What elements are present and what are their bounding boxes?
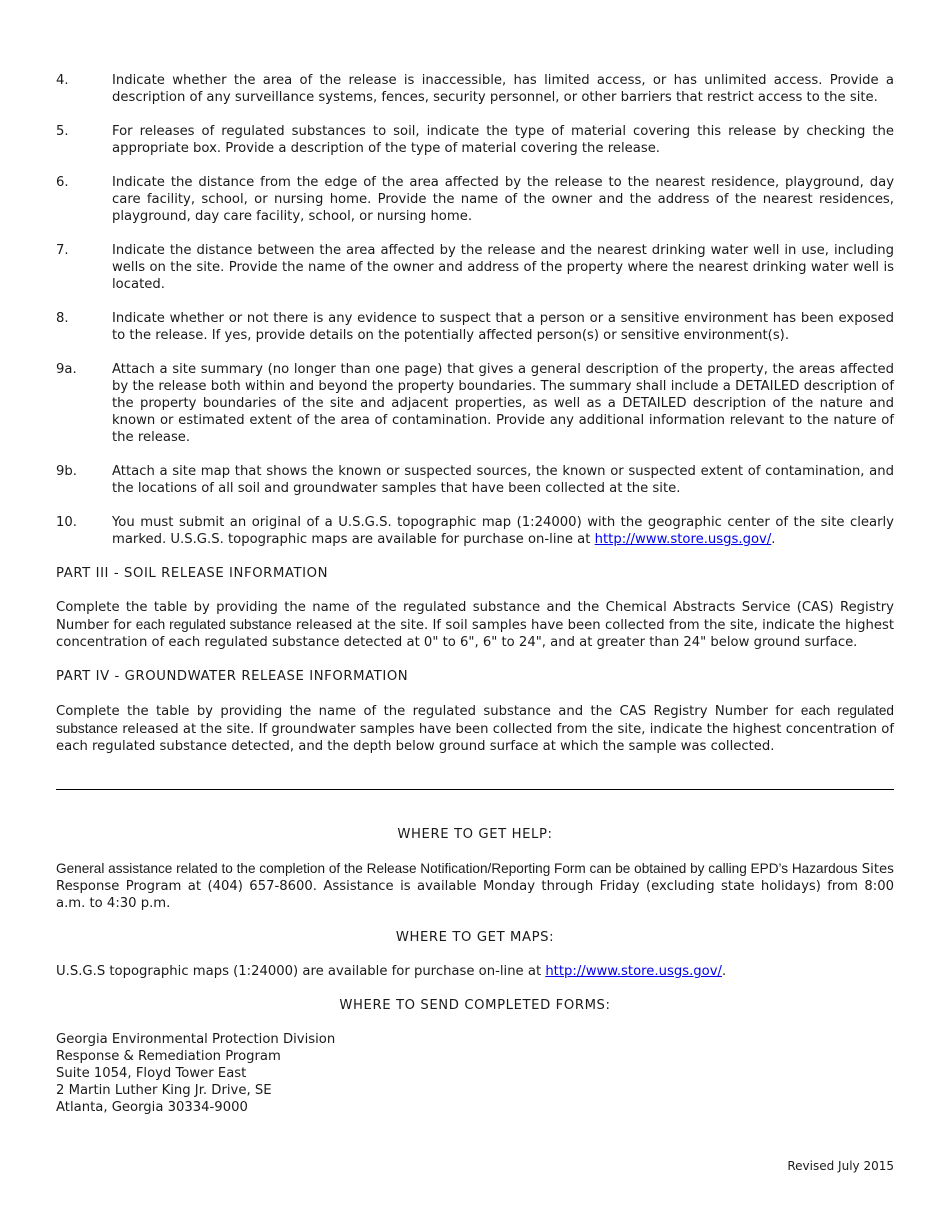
usgs-maps-link[interactable]: http://www.store.usgs.gov/ (545, 964, 722, 979)
item-number: 7. (56, 243, 69, 258)
list-item (56, 463, 894, 497)
part-3-text-end: released at the site. If soil samples have been collected from the site, indicate the highest concentration of each regulated substance detected at 0" to 6", 6" to 24", and at greater than 24" below ground surface. (56, 618, 894, 650)
item-number: 9b. (56, 464, 77, 479)
list-item (56, 310, 894, 344)
list-item (56, 174, 894, 225)
item-text: Indicate the distance from the edge of the area affected by the release to the nearest residence, playground, day care facility, school, or nursing home. Provide the name of the owner and the address of the nearest residences, playground, day care facility, school, or nursing home. (112, 175, 894, 224)
maps-heading: WHERE TO GET MAPS: (395, 930, 555, 945)
list-item (56, 242, 894, 293)
item-number: 10. (56, 515, 77, 530)
maps-paragraph (56, 963, 894, 980)
part-4-text: Complete the table by providing the name of the regulated substance and the CAS Registry Number for (56, 704, 801, 719)
item-text: For releases of regulated substances to soil, indicate the type of material covering this release by checking the appropriate box. Provide a description of the type of material covering the release. (112, 124, 894, 156)
part-3-emphasis: each regulated substance (135, 617, 292, 632)
item-text: Indicate the distance between the area affected by the release and the nearest drinking water well in use, including wells on the site. Provide the name of the owner and address of the property where the nearest drinking water well is located. (112, 243, 894, 292)
item-number: 9a. (56, 362, 77, 377)
part-4-paragraph (56, 702, 894, 755)
help-heading: WHERE TO GET HELP: (397, 827, 553, 842)
help-text-end: Sites Response Program at (404) 657-8600. Assistance is available Monday through Friday (excluding state holidays) from 8:00 a.m. to 4:30 p.m. (56, 862, 894, 911)
help-text: General assistance related to the completion of the Release Notification/Reporting Form can be obtained by calling EPD’s Hazardous (56, 861, 858, 876)
item-10-end: . (771, 532, 776, 547)
part-4-text-end: released at the site. If groundwater samples have been collected from the site, indicate the highest concentration of each regulated substance detected, and the depth below ground surface at which the sample was collected. (56, 722, 894, 754)
list-item (56, 123, 894, 157)
item-text: Attach a site map that shows the known or suspected sources, the known or suspected extent of contamination, and the locations of all soil and groundwater samples that have been collected at the site. (112, 464, 894, 496)
item-text (112, 514, 894, 548)
help-paragraph (56, 860, 894, 912)
list-item (56, 72, 894, 106)
item-number: 5. (56, 124, 69, 139)
part-4-heading: PART IV - GROUNDWATER RELEASE INFORMATION (56, 669, 409, 684)
revision-date: Revised July 2015 (787, 1159, 894, 1173)
item-text: Attach a site summary (no longer than one page) that gives a general description of the property, the areas affected by the release both within and beyond the property boundaries. The summary shall include a DETAILED description of the property boundaries of the site and adjacent properties, as well as a DETAILED description of the nature and known or estimated extent of the area of contamination. Provide any additional information relevant to the nature of the release. (112, 362, 894, 445)
list-item (56, 514, 894, 548)
send-heading: WHERE TO SEND COMPLETED FORMS: (339, 998, 611, 1013)
address-line: 2 Martin Luther King Jr. Drive, SE (56, 1083, 272, 1098)
address-line: Atlanta, Georgia 30334-9000 (56, 1100, 248, 1115)
item-number: 6. (56, 175, 69, 190)
instructions-page (56, 72, 894, 1116)
item-text: Indicate whether the area of the release is inaccessible, has limited access, or has unlimited access. Provide a description of any surveillance systems, fences, security personnel, or other barriers that restrict access to the site. (112, 73, 894, 105)
item-number: 4. (56, 73, 69, 88)
part-4-emphasis: each regulated substance (56, 703, 894, 736)
address-line: Response & Remediation Program (56, 1049, 281, 1064)
part-3-text: Complete the table by providing the name of the regulated substance and the Chemical Abstracts Service (CAS) Registry Number for (56, 600, 894, 633)
part-3-paragraph (56, 599, 894, 651)
item-number: 8. (56, 311, 69, 326)
maps-text: U.S.G.S topographic maps (1:24000) are available for purchase on-line at (56, 964, 546, 979)
list-item (56, 361, 894, 446)
item-10-text: You must submit an original of a U.S.G.S. topographic map (1:24000) with the geographic center of the site clearly marked. U.S.G.S. topographic maps are available for purchase on-line at (112, 515, 894, 547)
address-line: Georgia Environmental Protection Division (56, 1032, 336, 1047)
address-line: Suite 1054, Floyd Tower East (56, 1066, 247, 1081)
item-text: Indicate whether or not there is any evidence to suspect that a person or a sensitive environment has been exposed to the release. If yes, provide details on the potentially affected person(s) or sensitive environment(s). (112, 311, 894, 343)
usgs-store-link[interactable]: http://www.store.usgs.gov/ (594, 532, 772, 547)
maps-text-end: . (721, 964, 727, 979)
part-3-heading: PART III - SOIL RELEASE INFORMATION (56, 566, 329, 581)
mailing-address (56, 1031, 894, 1116)
